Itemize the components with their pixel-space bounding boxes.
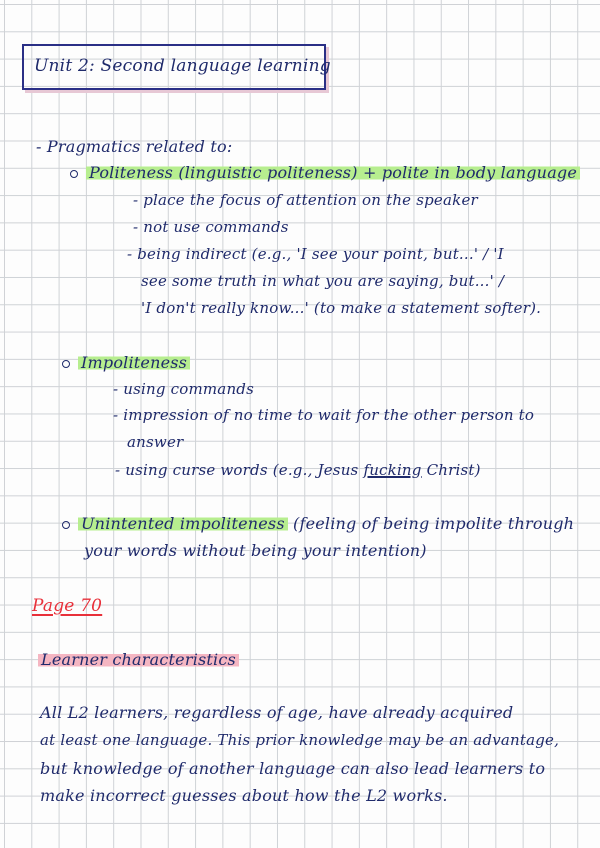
impoliteness-item-2-cont: answer — [127, 433, 184, 451]
unintended-bullet — [62, 514, 574, 533]
page-reference: Page 70 — [32, 596, 103, 616]
learner-paragraph-line-4: make incorrect guesses about how the L2 works. — [40, 786, 448, 805]
impoliteness-item-1: - using commands — [113, 380, 255, 398]
impoliteness-label: Impoliteness — [78, 353, 190, 372]
learner-heading — [38, 650, 239, 669]
page-title: Unit 2: Second language learning — [34, 56, 331, 76]
impoliteness-bullet — [62, 353, 190, 372]
impoliteness-item-2: - impression of no time to wait for the other person to — [113, 406, 535, 424]
curse-word: fucking — [363, 461, 422, 479]
bullet-circle-icon — [62, 521, 70, 529]
curse-example-end: Christ) — [421, 461, 481, 479]
bullet-circle-icon — [62, 360, 70, 368]
learner-paragraph-line-1: All L2 learners, regardless of age, have already acquired — [40, 703, 514, 722]
politeness-item-3-cont2: 'I don't really know...' (to make a statement softer). — [141, 299, 542, 317]
politeness-item-3-cont: see some truth in what you are saying, but...' / — [141, 272, 505, 290]
impoliteness-item-3 — [115, 461, 481, 479]
unintended-label: Unintented impoliteness — [78, 514, 288, 533]
learner-paragraph-line-3: but knowledge of another language can also lead learners to — [40, 759, 546, 778]
politeness-item-3: - being indirect (e.g., 'I see your point, but...' / 'I — [127, 245, 504, 263]
learner-paragraph-line-2: at least one language. This prior knowledge may be an advantage, — [40, 731, 560, 749]
bullet-circle-icon — [70, 170, 78, 178]
politeness-item-1: - place the focus of attention on the speaker — [133, 191, 478, 209]
learner-heading-text: Learner characteristics — [38, 650, 239, 669]
unintended-description-cont: your words without being your intention) — [84, 541, 427, 560]
pragmatics-heading: - Pragmatics related to: — [36, 137, 233, 156]
unintended-description: (feeling of being impolite through — [287, 514, 575, 533]
politeness-item-2: - not use commands — [133, 218, 289, 236]
politeness-label: Politeness (linguistic politeness) + polite in body language — [86, 163, 580, 182]
politeness-bullet — [70, 163, 580, 182]
curse-example-start: - using curse words (e.g., Jesus — [115, 461, 364, 479]
